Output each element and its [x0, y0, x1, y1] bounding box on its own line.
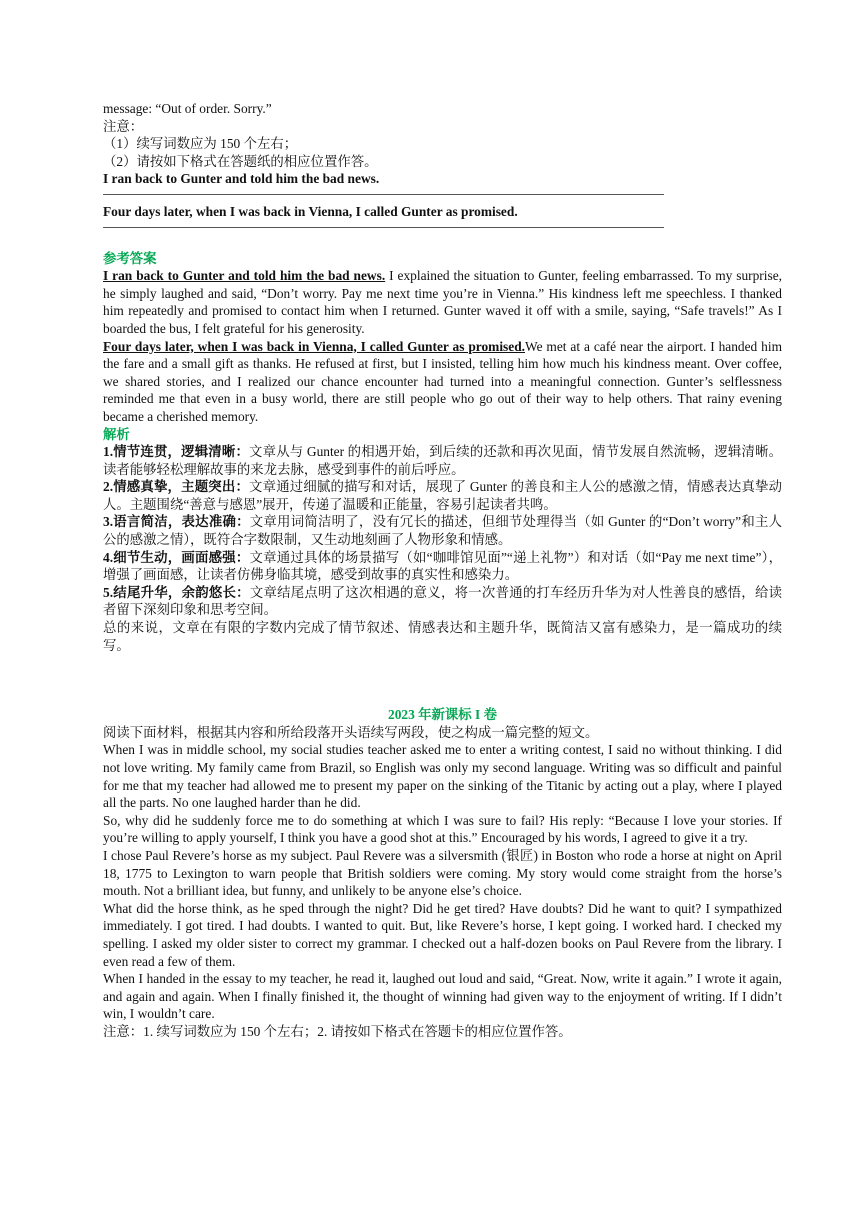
note-label: 注意： [103, 118, 144, 134]
story-paragraph: So, why did he suddenly force me to do something at which I was sure to fail? His reply: “Because I love your stories. If you’re willing to apply yourself, I think you have a good shot at this.” Encouraged by his words, I agreed to give it a try. [103, 812, 782, 846]
answer-line [103, 194, 664, 195]
section-title: 2023 年新课标 I 卷 [388, 707, 497, 723]
analysis-point-1 [103, 443, 782, 478]
answer-paragraph-1 [103, 267, 782, 337]
analysis-point-lead: 1.情节连贯，逻辑清晰： [103, 444, 250, 460]
analysis-point-3 [103, 513, 782, 548]
reference-answer-heading: 参考答案 [103, 250, 157, 266]
message-line: message: “Out of order. Sorry.” [103, 101, 272, 116]
opening-sentence-2: Four days later, when I was back in Vienna, I called Gunter as promised. [103, 203, 518, 219]
story-paragraph: When I was in middle school, my social studies teacher asked me to enter a writing contest, I said no without thinking. I did not love writing. My family came from Brazil, so English was only my second language. Writing was so difficult and painful for me that my teacher had allowed me to present my paper on the sinking of the Titanic by acting out a play, where I played all the parts. No one laughed harder than he did. [103, 742, 782, 811]
story-paragraph: What did the horse think, as he sped through the night? Did he get tired? Have doubts? Did he want to quit? I sympathized immediately. I got tired. I had doubts. I wanted to quit. But, like Revere’s horse, I kept going. I worked hard. I checked my spelling. I asked my older sister to correct my grammar. I checked out a half-dozen books on Paul Revere from the library. I even read a few of them. [103, 900, 782, 969]
analysis-point-lead: 2.情感真挚，主题突出： [103, 479, 250, 495]
section-note: 注意：1. 续写词数应为 150 个左右；2. 请按如下格式在答题卡的相应位置作答。 [103, 1023, 572, 1039]
answer-paragraph-2-body: We met at a café near the airport. I handed him the fare and a small gift as thanks. He refused at first, but I insisted, telling him how much his kindness meant. Over coffee, we shared stories, and I realized our chance encounter had turned into a meaningful connection. Gunter’s selflessness reminded me that even in a busy world, there are still people who go out of their way to help others. That rainy evening became a cherished memory. [103, 338, 782, 424]
analysis-point-text: 文章通过具体的场景描写（如“咖啡馆见面”“递上礼物”）和对话（如“Pay me next time”），增强了画面感，让读者仿佛身临其境，感受到故事的真实性和感染力。 [103, 549, 782, 583]
answer-paragraph-1-body: I explained the situation to Gunter, feeling embarrassed. To my surprise, he simply laughed and said, “Don’t worry. Pay me next time you’re in Vienna.” His kindness left me speechless. I thanked him repeatedly and promised to contact him when I returned. Gunter waved it off with a smile, saying, “Safe travels!” As I boarded the bus, I felt grateful for his generosity. [103, 268, 782, 336]
analysis-summary: 总的来说，文章在有限的字数内完成了情节叙述、情感表达和主题升华，既简洁又富有感染力，是一篇成功的续写。 [103, 620, 782, 653]
story-paragraph: When I handed in the essay to my teacher, he read it, laughed out loud and said, “Great. Now, write it again.” I wrote it again, and again and again. When I finally finished it, the thought of winning had given way to the enjoyment of writing. If I didn’t win, I wouldn’t care. [103, 971, 782, 1022]
analysis-point-lead: 3.语言简洁，表达准确： [103, 514, 250, 530]
document-page [103, 100, 782, 1041]
analysis-point-5 [103, 584, 782, 619]
analysis-point-2 [103, 478, 782, 513]
answer-paragraph-2 [103, 338, 782, 426]
analysis-point-text: 文章结尾点明了这次相遇的意义，将一次普通的打车经历升华为对人性善良的感悟，给读者留下深刻印象和思考空间。 [103, 584, 782, 618]
analysis-point-text: 文章从与 Gunter 的相遇开始，到后续的还款和再次见面，情节发展自然流畅，逻辑清晰。读者能够轻松理解故事的来龙去脉，感受到事件的前后呼应。 [103, 444, 782, 477]
analysis-point-lead: 5.结尾升华，余韵悠长： [103, 584, 250, 600]
analysis-heading: 解析 [103, 426, 130, 442]
section-instruction: 阅读下面材料，根据其内容和所给段落开头语续写两段，使之构成一篇完整的短文。 [103, 724, 599, 740]
answer-line [103, 227, 664, 228]
analysis-point-4 [103, 549, 782, 584]
analysis-point-text: 文章用词简洁明了，没有冗长的描述，但细节处理得当（如 Gunter 的“Don’t worry”和主人公的感激之情），既符合字数限制，又生动地刻画了人物形象和情感。 [103, 514, 782, 548]
answer-paragraph-2-lead: Four days later, when I was back in Vienna, I called Gunter as promised. [103, 338, 525, 354]
analysis-point-lead: 4.细节生动，画面感强： [103, 549, 250, 565]
story-paragraph: I chose Paul Revere’s horse as my subject. Paul Revere was a silversmith (银匠) in Boston who rode a horse at night on April 18, 1775 to Lexington to warn people that British soldiers were coming. My story would come straight from the horse’s mouth. Not a brilliant idea, but funny, and unlikely to be anyone else’s choice. [103, 847, 782, 899]
answer-paragraph-1-lead: I ran back to Gunter and told him the bad news. [103, 268, 386, 284]
analysis-point-text: 文章通过细腻的描写和对话，展现了 Gunter 的善良和主人公的感激之情，情感表达真挚动人。主题围绕“善意与感恩”展开，传递了温暖和正能量，容易引起读者共鸣。 [103, 479, 782, 512]
note-item-1: （1）续写词数应为 150 个左右； [103, 136, 298, 152]
note-item-2: （2）请按如下格式在答题纸的相应位置作答。 [103, 153, 378, 169]
opening-sentence-1: I ran back to Gunter and told him the bad news. [103, 171, 380, 187]
